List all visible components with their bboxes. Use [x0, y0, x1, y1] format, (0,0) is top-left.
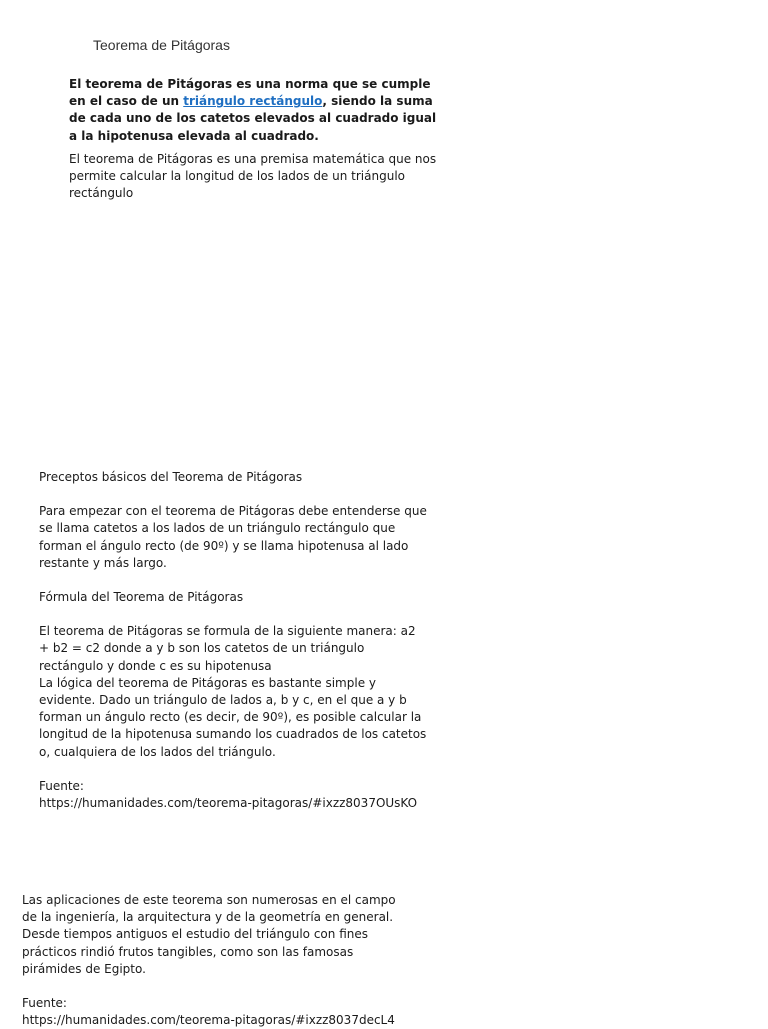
- source-label-2: Fuente:: [22, 996, 67, 1011]
- preceptos-heading: Preceptos básicos del Teorema de Pitágoras: [39, 470, 303, 484]
- logic-paragraph: La lógica del teorema de Pitágoras es bastante simple y evidente. Dado un triángulo de lados a, b y c, en el que a y b forman un ángulo recto (es decir, de 90º), es posible calcular la longitud de la hipotenusa sumando los cuadrados de los catetos o, cualquiera de los lados del triángulo.: [39, 675, 427, 759]
- source-label: Fuente:: [39, 778, 84, 793]
- page-title: Teorema de Pitágoras: [93, 37, 230, 53]
- aplicaciones-paragraph: Las aplicaciones de este teorema son numerosas en el campo de la ingeniería, la arquitectura y de la geometría en general. Desde tiempos antiguos el estudio del triángulo con fines prácticos rindió frutos tangibles, como son las famosas pirámides de Egipto.: [22, 893, 396, 976]
- formula-heading: Fórmula del Teorema de Pitágoras: [39, 590, 244, 605]
- intro-section: [69, 76, 444, 202]
- intro-lead-text-after: , siendo la suma de cada uno de los catetos elevados al cuadrado igual a la hipotenusa elevada al cuadrado.: [69, 94, 437, 143]
- intro-lead-paragraph: [69, 76, 444, 145]
- aplicaciones-section: [22, 892, 402, 1029]
- triangulo-rectangulo-link[interactable]: triángulo rectángulo: [183, 94, 323, 109]
- source-url: https://humanidades.com/teorema-pitagoras/#ixzz8037OUsKO: [39, 796, 418, 811]
- intro-second-paragraph: El teorema de Pitágoras es una premisa matemática que nos permite calcular la longitud de los lados de un triángulo rectángulo: [69, 151, 437, 201]
- intro-lead-text-before: El teorema de Pitágoras es una norma que se cumple en el caso de un: [69, 77, 431, 109]
- preceptos-paragraph: Para empezar con el teorema de Pitágoras debe entenderse que se llama catetos a los lados de un triángulo rectángulo que forman el ángulo recto (de 90º) y se llama hipotenusa al lado restante y más largo.: [39, 504, 427, 570]
- source-url-2: https://humanidades.com/teorema-pitagoras/#ixzz8037decL4: [22, 1013, 395, 1028]
- preceptos-section: [39, 469, 429, 812]
- formula-paragraph: El teorema de Pitágoras se formula de la siguiente manera: a2 + b2 = c2 donde a y b son los catetos de un triángulo rectángulo y donde c es su hipotenusa: [39, 624, 416, 673]
